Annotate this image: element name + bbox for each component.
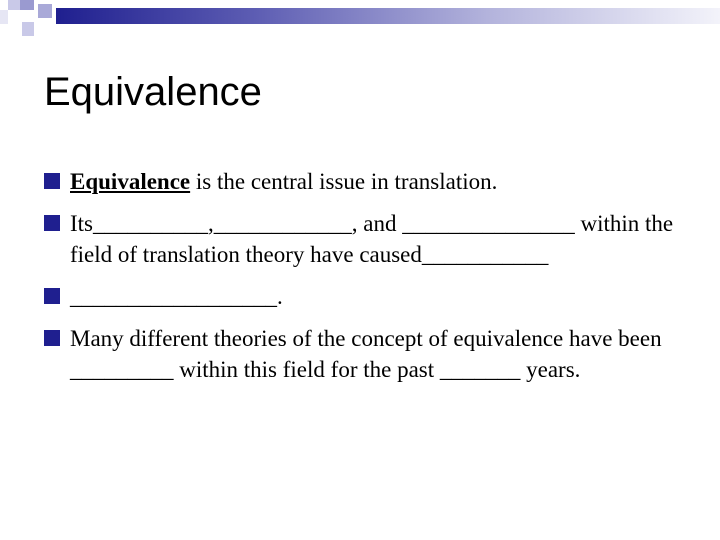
- square-bullet-icon: [44, 173, 60, 189]
- bullet-text: is the central issue in translation.: [190, 169, 498, 194]
- bold-term: Equivalence: [70, 169, 191, 194]
- decorative-square: [22, 22, 34, 36]
- bullet-item: [44, 323, 694, 385]
- bullet-item: [44, 166, 694, 197]
- decorative-square: [38, 4, 52, 18]
- decorative-square: [0, 10, 8, 24]
- bullet-text: Many different theories of the concept of equivalence have been _________ within this field for the past _______ years.: [70, 326, 662, 382]
- decorative-square: [20, 0, 34, 10]
- square-bullet-icon: [44, 215, 60, 231]
- slide-title: Equivalence: [44, 70, 262, 114]
- decorative-square: [8, 0, 20, 10]
- bullet-text: __________________.: [70, 284, 283, 309]
- square-bullet-icon: [44, 330, 60, 346]
- bullet-text: Its__________,____________, and _______________ within the field of translation theory have caused___________: [70, 211, 674, 267]
- square-bullet-icon: [44, 288, 60, 304]
- bullet-item: [44, 281, 694, 312]
- header-gradient-bar: [56, 8, 720, 24]
- bullet-list: [44, 166, 694, 396]
- decorative-square: [8, 10, 22, 22]
- bullet-item: [44, 208, 694, 270]
